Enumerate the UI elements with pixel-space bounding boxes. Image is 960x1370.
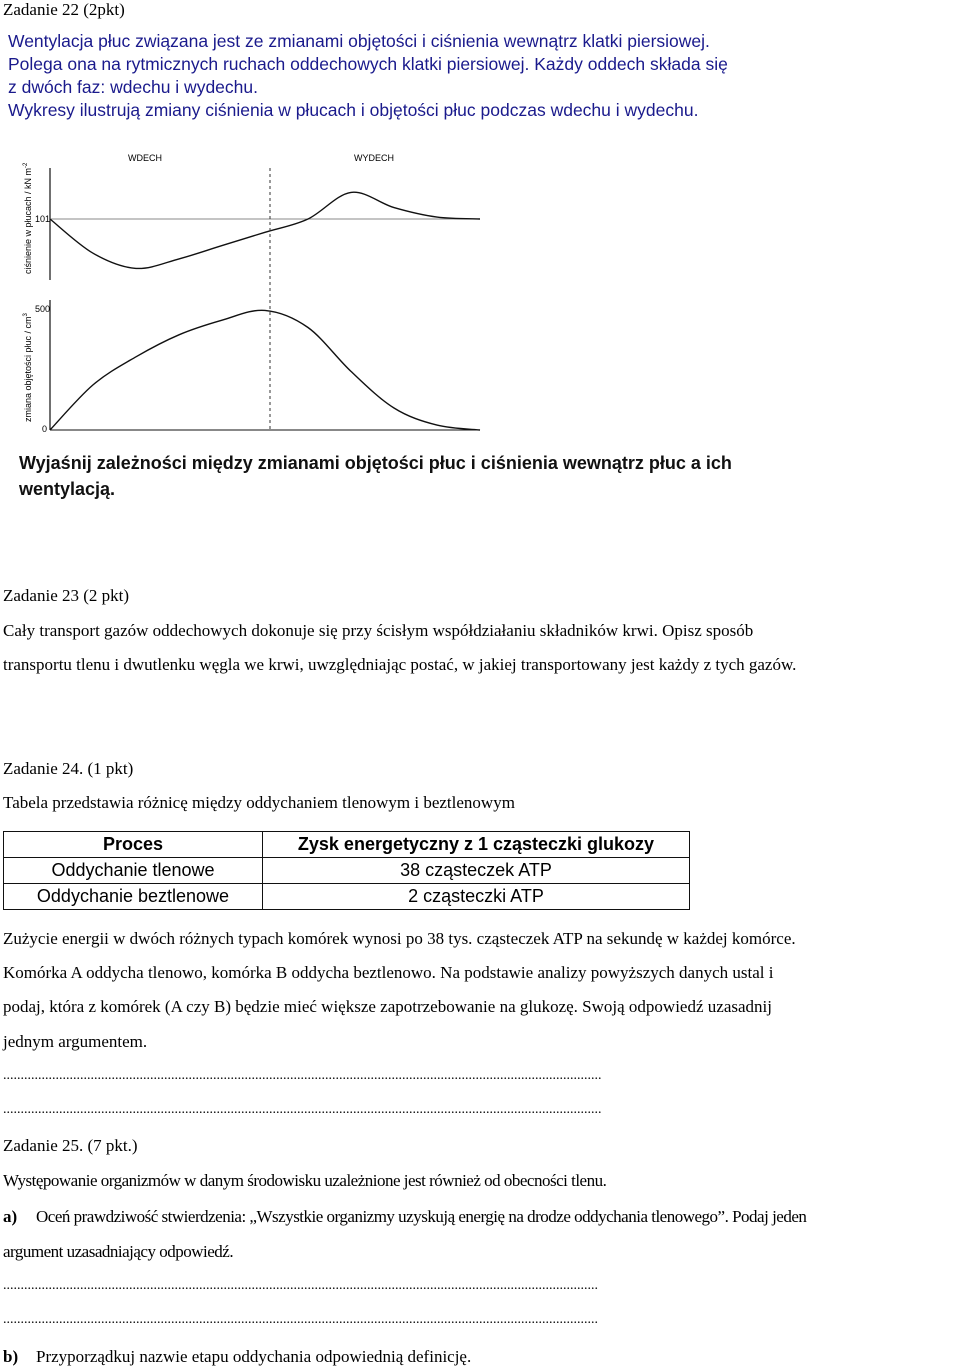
answer-line[interactable]: ........................................................................................................................................................................... (3, 1068, 602, 1083)
task-25-line: Występowanie organizmów w danym środowisku uzależnione jest również od obecności tlenu. (3, 1171, 607, 1190)
question-line: wentylacją. (19, 479, 116, 499)
task-22-heading: Zadanie 22 (2pkt) (3, 0, 125, 19)
phase-label-wdech: WDECH (128, 153, 162, 163)
table-header-cell: Proces (4, 832, 263, 858)
task-22-intro (8, 30, 728, 122)
question-line: Wyjaśnij zależności między zmianami objętości płuc i ciśnienia wewnątrz płuc a ich (19, 453, 732, 473)
task-23-line: Cały transport gazów oddechowych dokonuje się przy ścisłym współdziałaniu składników krwi. Opisz sposób (3, 621, 754, 640)
energy-table (3, 831, 690, 910)
task-24-line: jednym argumentem. (3, 1032, 148, 1051)
volume-tick-500: 500 (35, 304, 51, 314)
subtask-b-marker: b) (3, 1347, 19, 1366)
table-header-cell: Zysk energetyczny z 1 cząsteczki glukozy (263, 832, 690, 858)
intro-line: Wentylacja płuc związana jest ze zmianami objętości i ciśnienia wewnątrz klatki piersiowej. (8, 31, 710, 51)
pressure-tick-101: 101 (35, 214, 51, 224)
intro-line: Wykresy ilustrują zmiany ciśnienia w płucach i objętości płuc podczas wdechu i wydechu. (8, 100, 699, 120)
intro-line: Polega ona na rytmicznych ruchach oddechowych klatki piersiowej. Każdy oddech składa się (8, 54, 728, 74)
subtask-a-marker: a) (3, 1207, 18, 1226)
intro-line: z dwóch faz: wdechu i wydechu. (8, 77, 258, 97)
subtask-b-text: Przyporządkuj nazwie etapu oddychania odpowiednią definicję. (36, 1347, 472, 1366)
table-cell: 2 cząsteczki ATP (263, 884, 690, 910)
table-header-row (4, 832, 690, 858)
answer-line[interactable]: ........................................................................................................................................................................... (3, 1102, 602, 1117)
subtask-a-text: Oceń prawdziwość stwierdzenia: „Wszystkie organizmy uzyskują energię na drodze oddychania tlenowego”. Podaj jeden (36, 1207, 807, 1226)
task-23-line: transportu tlenu i dwutlenku węgla we krwi, uwzględniając postać, w jakiej transportowany jest każdy z tych gazów. (3, 655, 797, 674)
task-25-heading: Zadanie 25. (7 pkt.) (3, 1136, 138, 1155)
pressure-y-label: ciśnienie w płucach / kN $m^{-2}$ (23, 162, 33, 274)
table-cell: Oddychanie tlenowe (4, 858, 263, 884)
task-24-caption: Tabela przedstawia różnicę między oddychaniem tlenowym i beztlenowym (3, 793, 515, 812)
answer-line[interactable]: .......................................................................................................................................................................... (3, 1278, 598, 1293)
table-row (4, 858, 690, 884)
volume-series-line (50, 310, 480, 430)
subtask-a-text: argument uzasadniający odpowiedź. (3, 1242, 234, 1261)
axis-unit-superscript: 3 (23, 313, 29, 317)
task-24-line: Zużycie energii w dwóch różnych typach komórek wynosi po 38 tys. cząsteczek ATP na sekundę w każdej komórce. (3, 929, 796, 948)
answer-line[interactable]: .......................................................................................................................................................................... (3, 1312, 598, 1327)
table-row (4, 884, 690, 910)
table-cell: Oddychanie beztlenowe (4, 884, 263, 910)
volume-y-label: zmiana objętości płuc / $cm^3$ (23, 313, 33, 422)
task-24-line: podaj, która z komórek (A czy B) będzie mieć większe zapotrzebowanie na glukozę. Swoją odpowiedź uzasadnij (3, 997, 772, 1016)
pressure-chart (23, 162, 480, 280)
task-22-question (19, 450, 732, 502)
task-24-heading: Zadanie 24. (1 pkt) (3, 759, 134, 778)
axis-unit-superscript: -2 (23, 162, 29, 168)
phase-label-wydech: WYDECH (354, 153, 394, 163)
task-24-line: Komórka A oddycha tlenowo, komórka B oddycha beztlenowo. Na podstawie analizy powyższych danych ustal i (3, 963, 774, 982)
pressure-series-line (50, 192, 480, 268)
task-23-heading: Zadanie 23 (2 pkt) (3, 586, 130, 605)
volume-tick-0: 0 (42, 424, 48, 434)
volume-chart (23, 300, 480, 434)
table-cell: 38 cząsteczek ATP (263, 858, 690, 884)
breathing-charts (0, 140, 500, 440)
